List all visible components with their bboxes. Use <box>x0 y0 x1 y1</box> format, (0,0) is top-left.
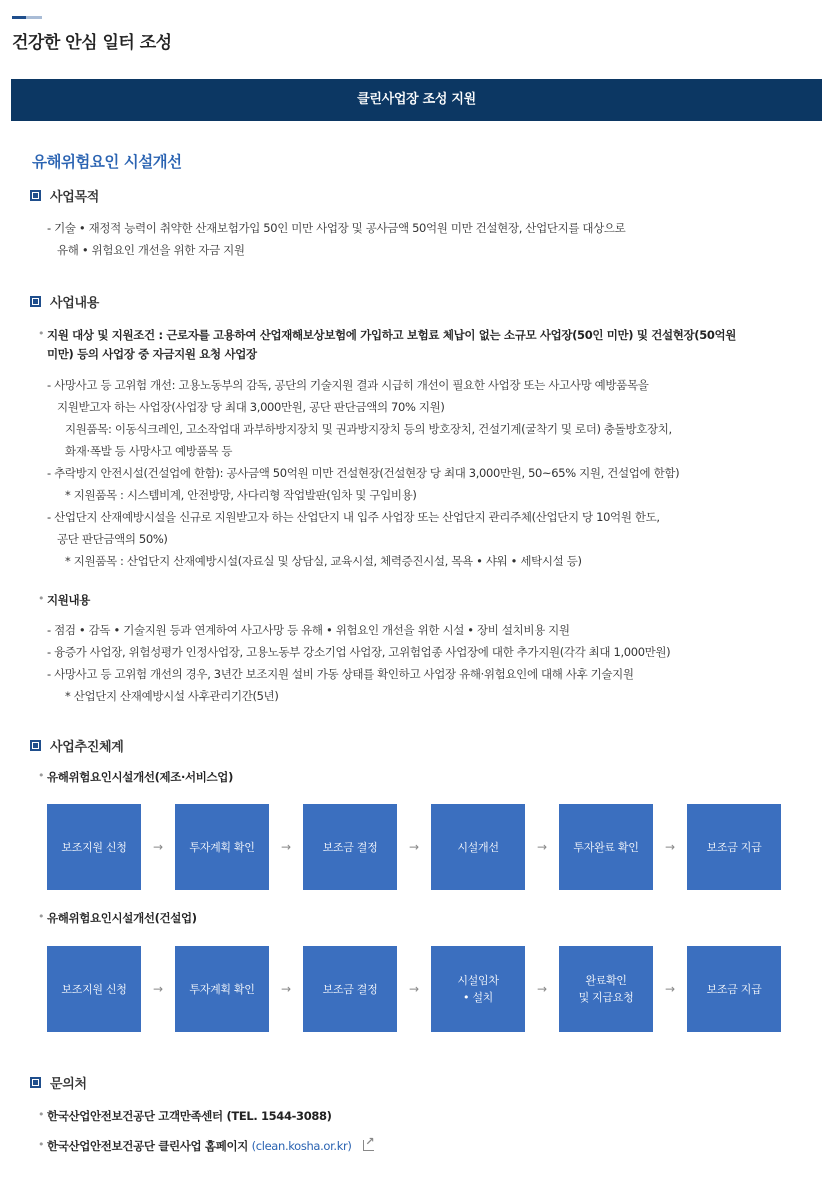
arrow-right-icon: → <box>536 982 548 996</box>
square-bullet-icon <box>30 190 41 201</box>
process-heading <box>30 736 124 755</box>
arrow-right-icon: → <box>280 982 292 996</box>
arrow-right-icon: → <box>280 840 292 854</box>
purpose-line-2: 유해 • 위험요인 개선을 위한 자금 지원 <box>57 243 245 257</box>
purpose-heading-label: 사업목적 <box>50 190 100 205</box>
flow-step: 보조지원 신청 <box>47 804 141 890</box>
arrow-right-icon: → <box>408 982 420 996</box>
contact-heading-label: 문의처 <box>50 1077 87 1092</box>
arrow-right-icon: → <box>408 840 420 854</box>
section-title: 유해위험요인 시설개선 <box>32 153 182 171</box>
flow-step: 보조금 결정 <box>303 946 397 1032</box>
content-line-5: - 추락방지 안전시설(건설업에 한함): 공사금액 50억원 미만 건설현장(건설현장 당 최대 3,000만원, 50~65% 지원, 건설업에 한함) <box>47 466 680 480</box>
contact-call-center: 한국산업안전보건공단 고객만족센터 (TEL. 1544-3088) <box>47 1109 332 1123</box>
flow-step: 보조금 지급 <box>687 804 781 890</box>
flow2-title: 유해위험요인시설개선(건설업) <box>47 911 197 925</box>
contact-homepage <box>47 1138 374 1154</box>
flow-step: 시설임차 • 설치 <box>431 946 525 1032</box>
content-line-3: 지원품목: 이동식크레인, 고소작업대 과부하방지장치 및 권과방지장치 등의 방호장치, 건설기계(굴착기 및 로더) 충돌방호장치, <box>65 422 672 436</box>
section-banner: 클린사업장 조성 지원 <box>11 79 822 121</box>
contact-heading <box>30 1073 87 1092</box>
arrow-right-icon: → <box>152 840 164 854</box>
flow-step: 보조금 지급 <box>687 946 781 1032</box>
flow-step: 시설개선 <box>431 804 525 890</box>
flow-step: 보조지원 신청 <box>47 946 141 1032</box>
dot-bullet-icon: • <box>38 769 45 782</box>
flow1-title: 유해위험요인시설개선(제조·서비스업) <box>47 770 233 784</box>
dot-bullet-icon: • <box>38 327 45 340</box>
content-line-7: - 산업단지 산재예방시설을 신규로 지원받고자 하는 산업단지 내 입주 사업장 또는 산업단지 관리주체(산업단지 당 10억원 한도, <box>47 510 660 524</box>
content-heading <box>30 292 99 311</box>
square-bullet-icon <box>30 1077 41 1088</box>
homepage-link[interactable]: (clean.kosha.or.kr) <box>251 1139 352 1153</box>
arrow-right-icon: → <box>664 982 676 996</box>
flow-step: 보조금 결정 <box>303 804 397 890</box>
flow-step: 투자계획 확인 <box>175 946 269 1032</box>
content-line-8: 공단 판단금액의 50%) <box>57 532 168 546</box>
title-accent-bar <box>12 16 42 19</box>
target-line-1: 지원 대상 및 지원조건 : 근로자를 고용하여 산업재해보상보험에 가입하고 보험료 체납이 없는 소규모 사업장(50인 미만) 및 건설현장(50억원 <box>47 328 737 342</box>
flow-step: 투자계획 확인 <box>175 804 269 890</box>
support-line-2: - 융증가 사업장, 위험성평가 인정사업장, 고용노동부 강소기업 사업장, 고위험업종 사업장에 대한 추가지원(각각 최대 1,000만원) <box>47 645 671 659</box>
dot-bullet-icon: • <box>38 910 45 923</box>
purpose-line-1: - 기술 • 재정적 능력이 취약한 산재보험가입 50인 미만 사업장 및 공사금액 50억원 미만 건설현장, 산업단지를 대상으로 <box>47 221 626 235</box>
dot-bullet-icon: • <box>38 1108 45 1121</box>
square-bullet-icon <box>30 296 41 307</box>
dot-bullet-icon: • <box>38 1138 45 1151</box>
arrow-right-icon: → <box>536 840 548 854</box>
content-heading-label: 사업내용 <box>50 296 100 311</box>
process-heading-label: 사업추진체계 <box>50 740 124 755</box>
arrow-right-icon: → <box>152 982 164 996</box>
process-flow-manufacturing <box>47 804 781 890</box>
page-title: 건강한 안심 일터 조성 <box>12 33 172 53</box>
content-line-2: 지원받고자 하는 사업장(사업장 당 최대 3,000만원, 공단 판단금액의 70% 지원) <box>57 400 445 414</box>
support-line-1: - 점검 • 감독 • 기술지원 등과 연계하여 사고사망 등 유해 • 위험요인 개선을 위한 시설 • 장비 설치비용 지원 <box>47 623 570 637</box>
support-line-3: - 사망사고 등 고위험 개선의 경우, 3년간 보조지원 설비 가동 상태를 확인하고 사업장 유해·위험요인에 대해 사후 기술지원 <box>47 667 634 681</box>
content-line-6: * 지원품목 : 시스템비계, 안전방망, 사다리형 작업발판(임차 및 구입비용) <box>65 488 417 502</box>
support-line-4: * 산업단지 산재예방시설 사후관리기간(5년) <box>65 689 279 703</box>
content-line-1: - 사망사고 등 고위험 개선: 고용노동부의 감독, 공단의 기술지원 결과 시급히 개선이 필요한 사업장 또는 사고사망 예방품목을 <box>47 378 649 392</box>
arrow-right-icon: → <box>664 840 676 854</box>
dot-bullet-icon: • <box>38 592 45 605</box>
external-link-icon[interactable] <box>363 1140 374 1151</box>
square-bullet-icon <box>30 740 41 751</box>
content-line-9: * 지원품목 : 산업단지 산재예방시설(자료실 및 상담실, 교육시설, 체력증진시설, 목욕 • 샤워 • 세탁시설 등) <box>65 554 582 568</box>
support-heading: 지원내용 <box>47 593 91 607</box>
contact-homepage-label: 한국산업안전보건공단 클린사업 홈페이지 <box>47 1139 248 1153</box>
process-flow-construction <box>47 946 781 1032</box>
target-line-2: 미만) 등의 사업장 중 자금지원 요청 사업장 <box>47 347 257 361</box>
purpose-heading <box>30 186 99 205</box>
flow-step: 투자완료 확인 <box>559 804 653 890</box>
content-line-4: 화재·폭발 등 사망사고 예방품목 등 <box>65 444 233 458</box>
flow-step: 완료확인 및 지급요청 <box>559 946 653 1032</box>
